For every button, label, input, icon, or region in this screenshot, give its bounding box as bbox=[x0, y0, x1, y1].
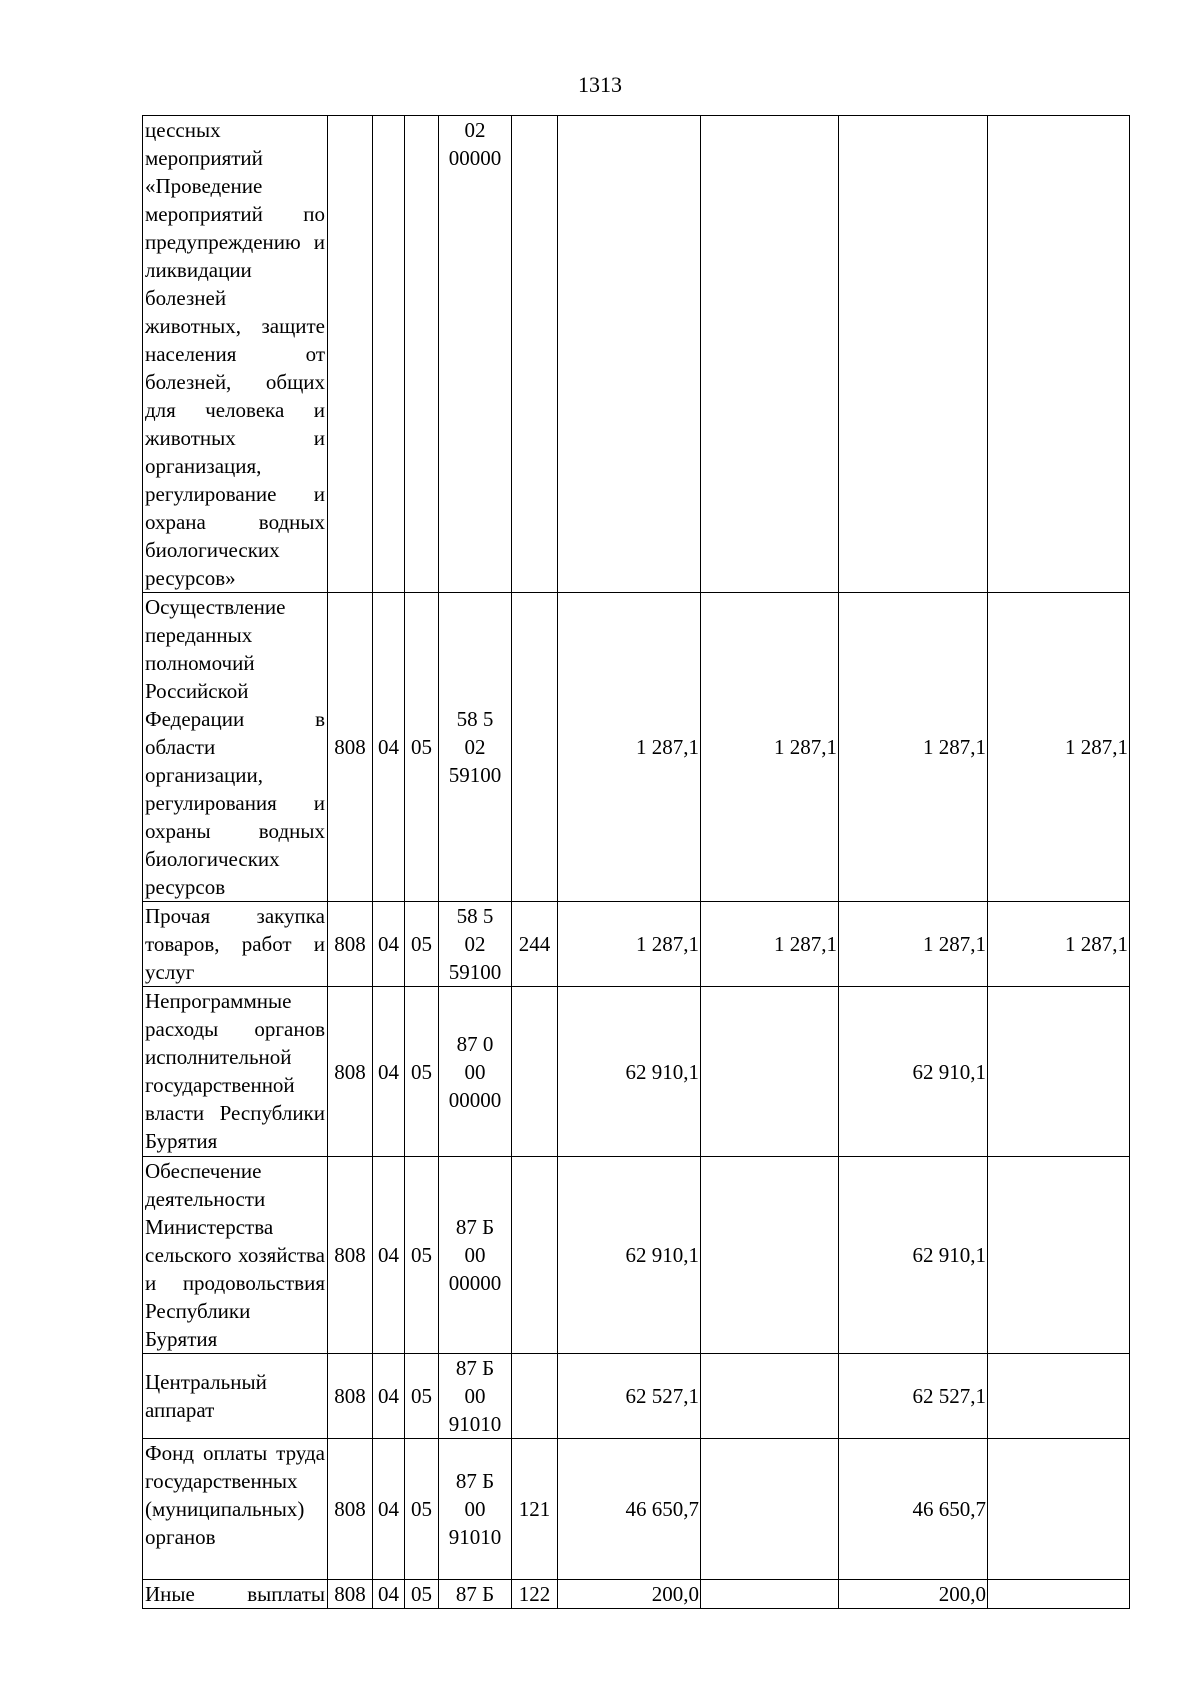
gr-cell bbox=[328, 116, 373, 593]
value-cell: 1 287,1 bbox=[839, 593, 988, 902]
gr-cell: 808 bbox=[328, 902, 373, 987]
value-cell: 46 650,7 bbox=[839, 1439, 988, 1580]
csr-line: 00 bbox=[464, 1384, 486, 1408]
vr-cell bbox=[512, 593, 558, 902]
csr-cell bbox=[439, 1580, 512, 1609]
table-row bbox=[143, 1157, 1130, 1354]
csr-line: 91010 bbox=[448, 1525, 502, 1549]
value-cell bbox=[988, 116, 1130, 593]
csr-cell bbox=[439, 593, 512, 902]
page-number: 1313 bbox=[578, 72, 622, 97]
value-cell bbox=[988, 1439, 1130, 1580]
gr-cell: 808 bbox=[328, 1439, 373, 1580]
vr-cell: 122 bbox=[512, 1580, 558, 1609]
value-cell bbox=[701, 987, 839, 1157]
vr-cell bbox=[512, 1354, 558, 1439]
value-cell: 62 910,1 bbox=[558, 1157, 701, 1354]
row-name-cell: Фонд оплаты труда государственных (муниципальных) органов bbox=[143, 1439, 328, 1580]
value-cell: 200,0 bbox=[558, 1580, 701, 1609]
pr-cell bbox=[405, 116, 439, 593]
table-row bbox=[143, 593, 1130, 902]
value-cell: 1 287,1 bbox=[701, 593, 839, 902]
value-cell: 200,0 bbox=[839, 1580, 988, 1609]
value-cell: 1 287,1 bbox=[558, 902, 701, 987]
row-name-cell: Иные выплаты bbox=[143, 1580, 328, 1609]
gr-cell: 808 bbox=[328, 1354, 373, 1439]
value-cell bbox=[839, 116, 988, 593]
csr-line: 00000 bbox=[448, 146, 502, 170]
pr-cell: 05 bbox=[405, 1580, 439, 1609]
rz-cell: 04 bbox=[373, 593, 405, 902]
table-row bbox=[143, 116, 1130, 593]
value-cell bbox=[701, 1354, 839, 1439]
gr-cell: 808 bbox=[328, 593, 373, 902]
table-row bbox=[143, 1580, 1130, 1609]
budget-table bbox=[142, 115, 1130, 1609]
vr-cell bbox=[512, 116, 558, 593]
csr-line: 58 5 bbox=[456, 904, 494, 928]
table-row bbox=[143, 987, 1130, 1157]
value-cell: 1 287,1 bbox=[558, 593, 701, 902]
csr-cell bbox=[439, 1354, 512, 1439]
value-cell bbox=[701, 1439, 839, 1580]
pr-cell: 05 bbox=[405, 1157, 439, 1354]
csr-cell bbox=[439, 116, 512, 593]
csr-line: 00 bbox=[464, 1059, 486, 1084]
pr-cell: 05 bbox=[405, 593, 439, 902]
csr-line: 02 bbox=[464, 932, 486, 956]
csr-line: 91010 bbox=[448, 1412, 502, 1436]
vr-cell bbox=[512, 987, 558, 1157]
row-name-cell: Непрограммные расходы органов исполнительной государственной власти Республики Бурятия bbox=[143, 987, 328, 1157]
csr-line: 87 Б bbox=[455, 1356, 495, 1380]
csr-cell bbox=[439, 902, 512, 987]
csr-line: 87 Б bbox=[455, 1582, 495, 1606]
pr-cell: 05 bbox=[405, 902, 439, 987]
row-name-cell: Прочая закупка товаров, работ и услуг bbox=[143, 902, 328, 987]
value-cell: 62 910,1 bbox=[839, 1157, 988, 1354]
value-cell: 1 287,1 bbox=[839, 902, 988, 987]
gr-cell: 808 bbox=[328, 987, 373, 1157]
row-name-cell: Осуществление переданных полномочий Российской Федерации в области организации, регулирования и охраны водных биологических ресурсов bbox=[143, 593, 328, 902]
vr-cell: 121 bbox=[512, 1439, 558, 1580]
value-cell bbox=[988, 1354, 1130, 1439]
rz-cell: 04 bbox=[373, 1439, 405, 1580]
csr-cell bbox=[439, 987, 512, 1157]
value-cell: 1 287,1 bbox=[701, 902, 839, 987]
table-row bbox=[143, 1439, 1130, 1580]
value-cell: 62 910,1 bbox=[558, 987, 701, 1157]
rz-cell: 04 bbox=[373, 1157, 405, 1354]
row-name-cell: Центральный аппарат bbox=[143, 1354, 328, 1439]
value-cell bbox=[988, 1157, 1130, 1354]
value-cell bbox=[701, 1157, 839, 1354]
csr-line: 87 Б bbox=[455, 1469, 495, 1493]
value-cell bbox=[701, 1580, 839, 1609]
csr-line: 00000 bbox=[448, 1271, 502, 1295]
value-cell: 46 650,7 bbox=[558, 1439, 701, 1580]
csr-line: 87 0 bbox=[456, 1031, 494, 1056]
value-cell bbox=[558, 116, 701, 593]
csr-cell bbox=[439, 1157, 512, 1354]
csr-line: 00000 bbox=[448, 1087, 502, 1112]
vr-cell: 244 bbox=[512, 902, 558, 987]
value-cell: 62 910,1 bbox=[839, 987, 988, 1157]
table-row bbox=[143, 902, 1130, 987]
table-row bbox=[143, 1354, 1130, 1439]
csr-line: 59100 bbox=[448, 960, 502, 984]
value-cell: 62 527,1 bbox=[558, 1354, 701, 1439]
value-cell: 1 287,1 bbox=[988, 593, 1130, 902]
gr-cell: 808 bbox=[328, 1580, 373, 1609]
csr-line: 02 bbox=[464, 118, 486, 142]
value-cell bbox=[988, 1580, 1130, 1609]
csr-cell bbox=[439, 1439, 512, 1580]
csr-line: 58 5 bbox=[456, 707, 494, 731]
pr-cell: 05 bbox=[405, 1354, 439, 1439]
rz-cell bbox=[373, 116, 405, 593]
gr-cell: 808 bbox=[328, 1157, 373, 1354]
rz-cell: 04 bbox=[373, 1580, 405, 1609]
rz-cell: 04 bbox=[373, 902, 405, 987]
row-name-cell: цессных мероприятий «Проведение мероприятий по предупреждению и ликвидации болезней животных, защите населения от болезней, общих для человека и животных и организация, регулирование и охрана водных биологических ресурсов» bbox=[143, 116, 328, 593]
csr-line: 00 bbox=[464, 1243, 486, 1267]
value-cell: 1 287,1 bbox=[988, 902, 1130, 987]
value-cell bbox=[988, 987, 1130, 1157]
pr-cell: 05 bbox=[405, 987, 439, 1157]
csr-line: 00 bbox=[464, 1497, 486, 1521]
value-cell: 62 527,1 bbox=[839, 1354, 988, 1439]
value-cell bbox=[701, 116, 839, 593]
row-name-cell: Обеспечение деятельности Министерства сельского хозяйства и продовольствия Республики Бурятия bbox=[143, 1157, 328, 1354]
vr-cell bbox=[512, 1157, 558, 1354]
csr-line: 87 Б bbox=[455, 1215, 495, 1239]
csr-line: 59100 bbox=[448, 763, 502, 787]
pr-cell: 05 bbox=[405, 1439, 439, 1580]
rz-cell: 04 bbox=[373, 1354, 405, 1439]
csr-line: 02 bbox=[464, 735, 486, 759]
rz-cell: 04 bbox=[373, 987, 405, 1157]
